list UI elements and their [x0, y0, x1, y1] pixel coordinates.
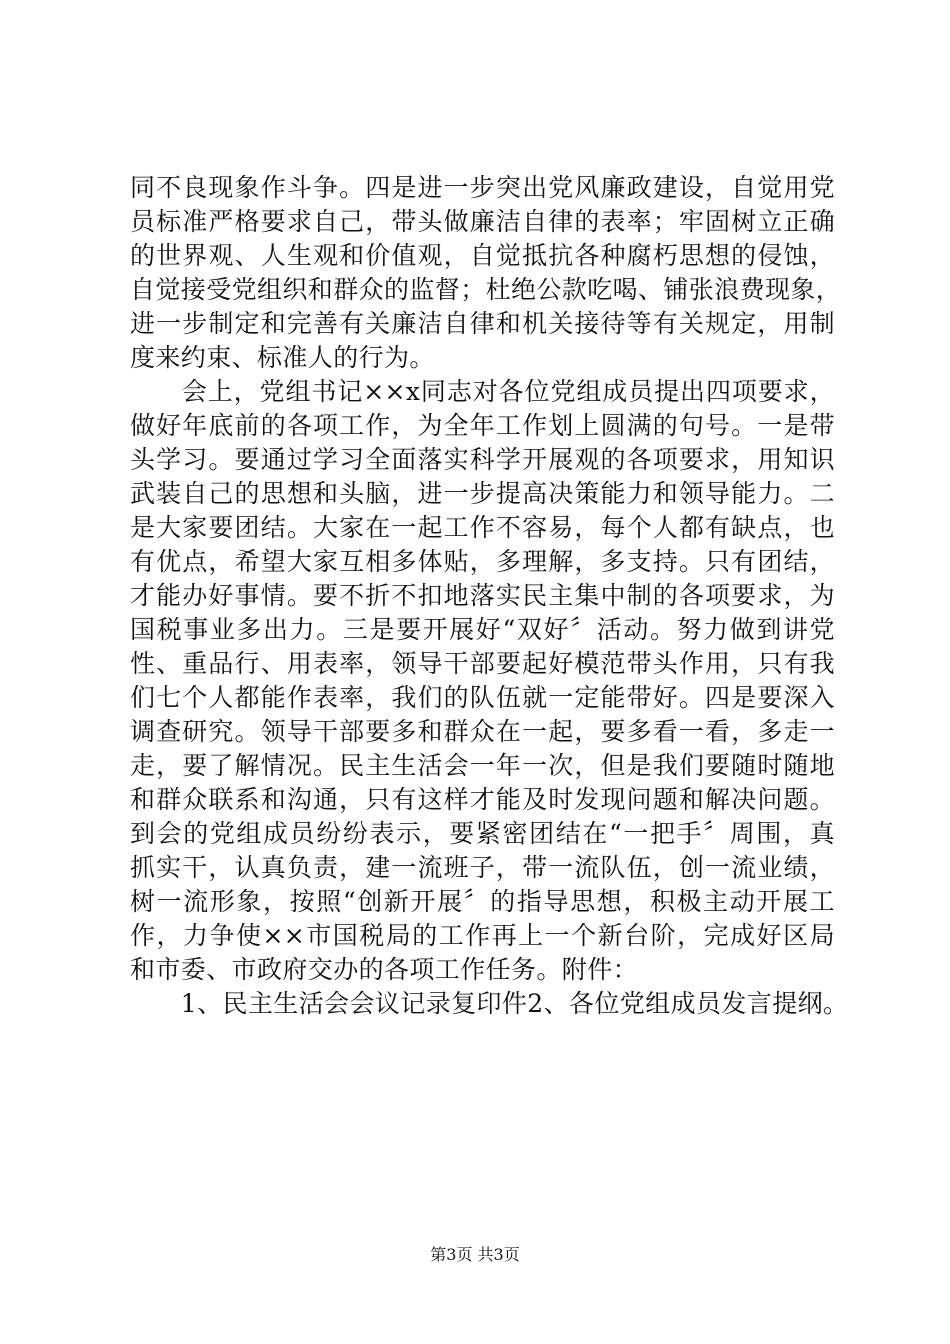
text-line: 同不良现象作斗争。四是进一步突出党风廉政建设，自觉用党: [130, 173, 835, 202]
text-line: 才能办好事情。要不折不扣地落实民主集中制的各项要求，为: [130, 581, 835, 610]
text-line: 调查研究。领导干部要多和群众在一起，要多看一看，多走一: [130, 717, 835, 746]
text-line: 1、民主生活会会议记录复印件2、各位党组成员发言提纲。: [130, 989, 849, 1018]
page-footer: [0, 1245, 950, 1265]
text-line: 们七个人都能作表率，我们的队伍就一定能带好。四是要深入: [130, 683, 835, 712]
page-number-label: 第3页 共3页: [430, 1245, 520, 1264]
text-line: 和群众联系和沟通，只有这样才能及时发现问题和解决问题。: [130, 785, 835, 814]
text-line: 国税事业多出力。三是要开展好“双好〞活动。努力做到讲党: [130, 615, 835, 644]
text-line: 性、重品行、用表率，领导干部要起好模范带头作用，只有我: [130, 649, 835, 678]
text-line: 进一步制定和完善有关廉洁自律和机关接待等有关规定，用制: [130, 309, 835, 338]
text-line: 和市委、市政府交办的各项工作任务。附件：: [130, 955, 639, 984]
text-line: 头学习。要通过学习全面落实科学开展观的各项要求，用知识: [130, 445, 835, 474]
text-line: 的世界观、人生观和价值观，自觉抵抗各种腐朽思想的侵蚀，: [130, 241, 835, 270]
text-line: 度来约束、标准人的行为。: [130, 343, 435, 372]
text-line: 做好年底前的各项工作，为全年工作划上圆满的句号。一是带: [130, 411, 835, 440]
text-line: 武装自己的思想和头脑，进一步提高决策能力和领导能力。二: [130, 479, 835, 508]
text-line: 走，要了解情况。民主生活会一年一次，但是我们要随时随地: [130, 751, 835, 780]
document-body: [130, 171, 849, 1021]
text-line: 抓实干，认真负责，建一流班子，带一流队伍，创一流业绩，: [130, 853, 835, 882]
text-line: 有优点，希望大家互相多体贴，多理解，多支持。只有团结，: [130, 547, 835, 576]
text-line: 自觉接受党组织和群众的监督；杜绝公款吃喝、铺张浪费现象，: [130, 275, 842, 304]
text-line: 员标准严格要求自己，带头做廉洁自律的表率；牢固树立正确: [130, 207, 835, 236]
text-line: 树一流形象，按照“创新开展〞的指导思想，积极主动开展工: [130, 887, 835, 916]
text-line: 作，力争使××市国税局的工作再上一个新台阶，完成好区局: [130, 921, 835, 950]
text-line: 是大家要团结。大家在一起工作不容易，每个人都有缺点，也: [130, 513, 835, 542]
text-line: 会上，党组书记××x同志对各位党组成员提出四项要求，: [130, 377, 835, 406]
text-line: 到会的党组成员纷纷表示，要紧密团结在“一把手〞周围，真: [130, 819, 835, 848]
